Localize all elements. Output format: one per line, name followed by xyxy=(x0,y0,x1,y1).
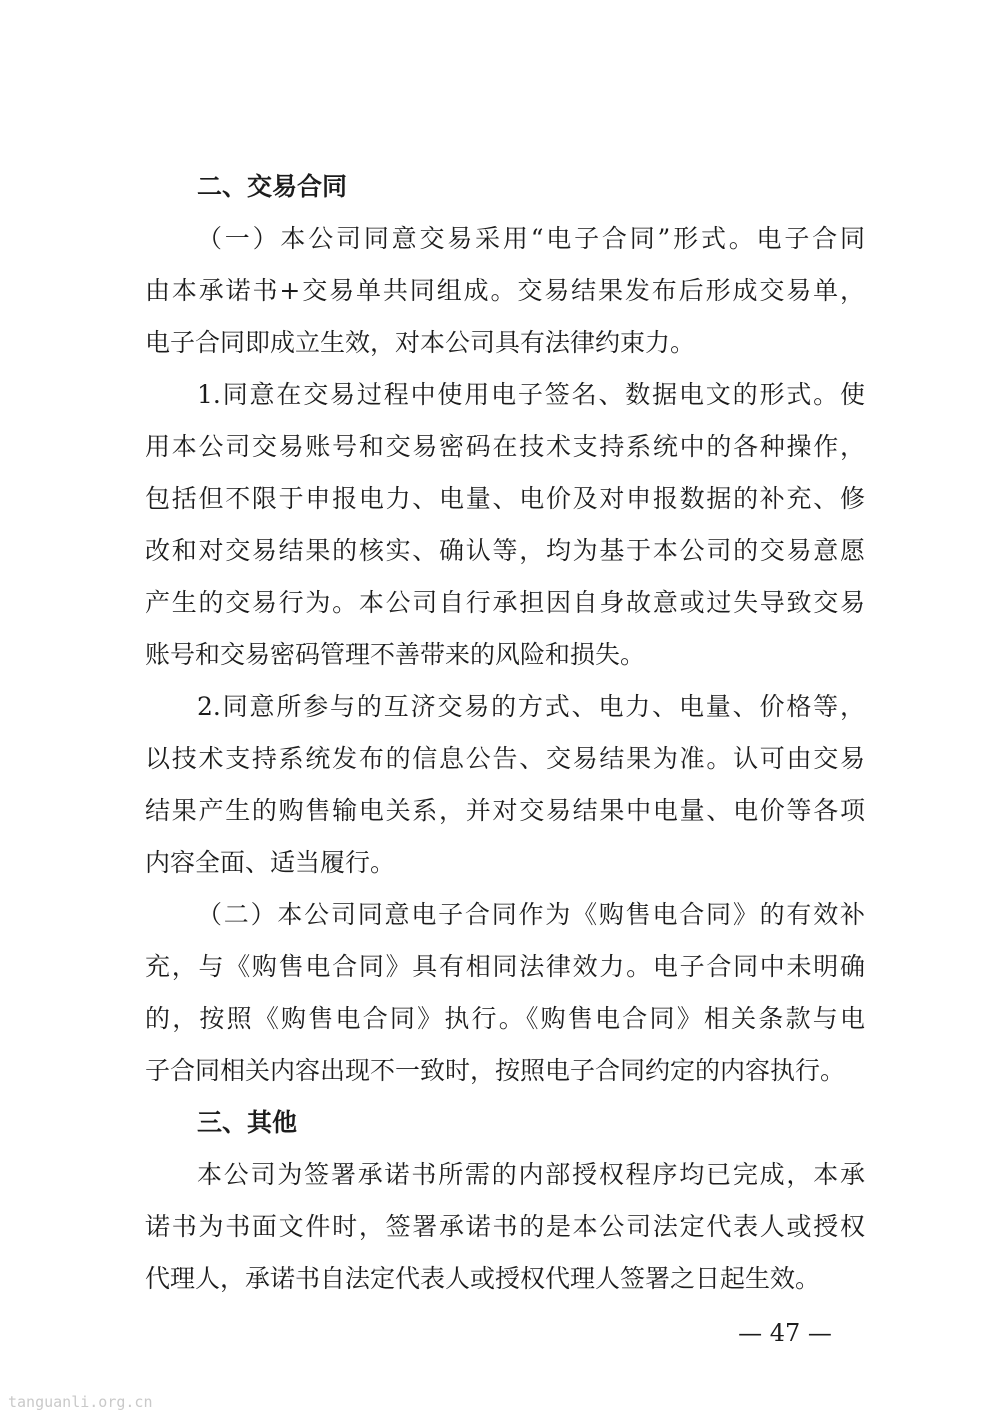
item-one-line-3: 包括但不限于申报电力、电量、电价及对申报数据的补充、修 xyxy=(145,484,865,513)
clause-two-line-2: 充，与《购售电合同》具有相同法律效力。电子合同中未明确 xyxy=(145,952,865,981)
item-one-line-6: 账号和交易密码管理不善带来的风险和损失。 xyxy=(145,640,646,669)
page-number: — 47 — xyxy=(738,1319,832,1347)
section-three-heading: 三、其他 xyxy=(197,1108,298,1137)
clause-one-line-3: 电子合同即成立生效，对本公司具有法律约束力。 xyxy=(145,328,696,357)
section-two-heading: 二、交易合同 xyxy=(197,172,348,201)
item-two-line-4: 内容全面、适当履行。 xyxy=(145,848,396,877)
item-two-line-1: 2.同意所参与的互济交易的方式、电力、电量、价格等， xyxy=(197,692,865,721)
item-one-line-4: 改和对交易结果的核实、确认等，均为基于本公司的交易意愿 xyxy=(145,536,865,565)
clause-two-line-3: 的，按照《购售电合同》执行。《购售电合同》相关条款与电 xyxy=(145,1004,865,1033)
clause-two-line-1: （二）本公司同意电子合同作为《购售电合同》的有效补 xyxy=(197,900,865,929)
watermark: tanguanli.org.cn xyxy=(8,1393,153,1411)
item-two-line-2: 以技术支持系统发布的信息公告、交易结果为准。认可由交易 xyxy=(145,744,865,773)
clause-one-line-1: （一）本公司同意交易采用“电子合同”形式。电子合同 xyxy=(197,224,865,253)
clause-one-line-2: 由本承诺书+交易单共同组成。交易结果发布后形成交易单， xyxy=(145,276,865,305)
section-three-line-1: 本公司为签署承诺书所需的内部授权程序均已完成，本承 xyxy=(197,1160,865,1189)
item-one-line-5: 产生的交易行为。本公司自行承担因自身故意或过失导致交易 xyxy=(145,588,865,617)
section-three-line-2: 诺书为书面文件时，签署承诺书的是本公司法定代表人或授权 xyxy=(145,1212,865,1241)
item-two-line-3: 结果产生的购售输电关系，并对交易结果中电量、电价等各项 xyxy=(145,796,865,825)
item-one-line-1: 1.同意在交易过程中使用电子签名、数据电文的形式。使 xyxy=(197,380,865,409)
section-three-line-3: 代理人，承诺书自法定代表人或授权代理人签署之日起生效。 xyxy=(145,1264,821,1293)
item-one-line-2: 用本公司交易账号和交易密码在技术支持系统中的各种操作， xyxy=(145,432,865,461)
clause-two-line-4: 子合同相关内容出现不一致时，按照电子合同约定的内容执行。 xyxy=(145,1056,846,1085)
